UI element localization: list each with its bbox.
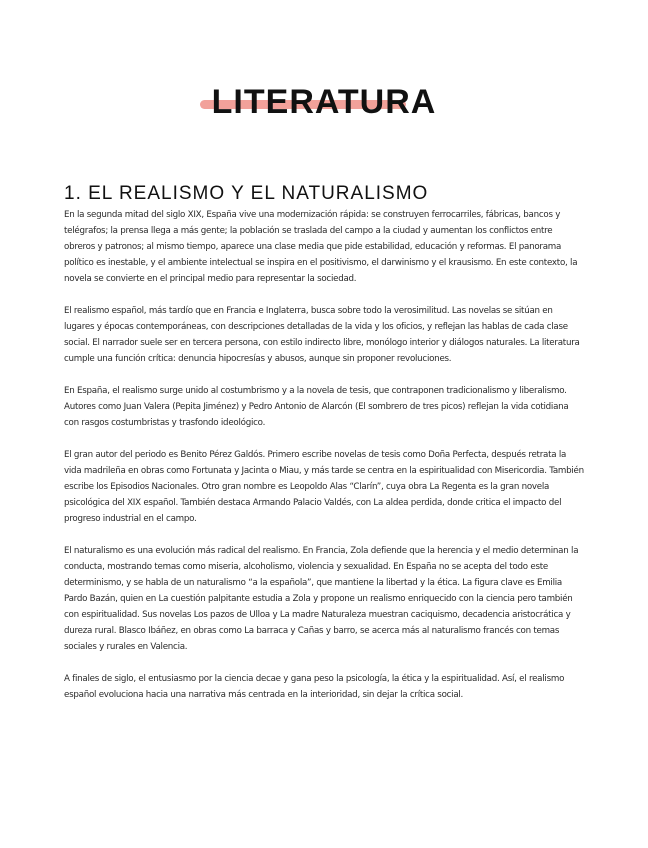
paragraph-context: En la segunda mitad del siglo XIX, España vive una modernización rápida: se construyen ferrocarriles, fábricas, bancos y telégrafos; la prensa llega a más gente; la población se traslada del campo a la ciudad y aumentan los conflictos entre obreros y patronos; al mismo tiempo, aparece una clase media que pide estabilidad, educación y reformas. El panorama político es inestable, y el ambiente intelectual se inspira en el positivismo, el darwinismo y el krausismo. En este contexto, la novela se convierte en el principal medio para representar la sociedad. bbox=[64, 210, 578, 284]
page-title: LITERATURA bbox=[211, 83, 437, 121]
paragraph-fin-de-siglo: A finales de siglo, el entusiasmo por la ciencia decae y gana peso la psicología, la ética y la espiritualidad. Así, el realismo español evoluciona hacia una narrativa más centrada en la interioridad, sin dejar la crítica social. bbox=[64, 674, 565, 700]
section-heading: 1. EL REALISMO Y EL NATURALISMO bbox=[64, 183, 429, 204]
paragraph-costumbrismo: En España, el realismo surge unido al costumbrismo y a la novela de tesis, que contraponen tradicionalismo y liberalismo. Autores como Juan Valera (Pepita Jiménez) y Pedro Antonio de Alarcón (El sombrero de tres picos) reflejan la vida cotidiana con rasgos costumbristas y trasfondo ideológico. bbox=[64, 386, 569, 428]
title-block bbox=[0, 82, 648, 122]
title-container bbox=[212, 82, 437, 122]
paragraph-realismo-espanol: El realismo español, más tardío que en Francia e Inglaterra, busca sobre todo la verosimilitud. Las novelas se sitúan en lugares y épocas contemporáneas, con descripciones detalladas de la vida y los oficios, y reflejan las hablas de cada clase social. El narrador suele ser en tercera persona, con estilo indirecto libre, monólogo interior y diálogos naturales. La literatura cumple una función crítica: denuncia hipocresías y abusos, aunque sin proponer revoluciones. bbox=[64, 306, 580, 364]
paragraph-galdos: El gran autor del periodo es Benito Pérez Galdós. Primero escribe novelas de tesis como Doña Perfecta, después retrata la vida madrileña en obras como Fortunata y Jacinta o Miau, y más tarde se centra en la espiritualidad con Misericordia. También escribe los Episodios Nacionales. Otro gran nombre es Leopoldo Alas “Clarín”, cuya obra La Regenta es la gran novela psicológica del XIX español. También destaca Armando Palacio Valdés, con La aldea perdida, donde critica el impacto del progreso industrial en el campo. bbox=[64, 450, 584, 524]
paragraph-naturalismo: El naturalismo es una evolución más radical del realismo. En Francia, Zola defiende que la herencia y el medio determinan la conducta, mostrando temas como miseria, alcoholismo, violencia y sexualidad. En España no se acepta del todo este determinismo, y se habla de un naturalismo “a la española”, que mantiene la libertad y la ética. La figura clave es Emilia Pardo Bazán, quien en La cuestión palpitante estudia a Zola y propone un realismo enriquecido con la ciencia pero también con espiritualidad. Sus novelas Los pazos de Ulloa y La madre Naturaleza muestran caciquismo, decadencia aristocrática y dureza rural. Blasco Ibáñez, en obras como La barraca y Cañas y barro, se acerca más al naturalismo francés con temas sociales y rurales en Valencia. bbox=[64, 546, 579, 652]
section-body bbox=[64, 207, 584, 719]
